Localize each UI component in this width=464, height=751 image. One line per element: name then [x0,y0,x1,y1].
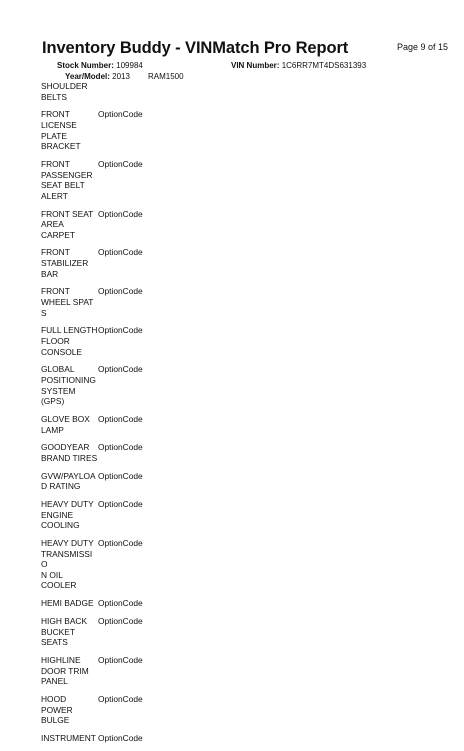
option-code: OptionCode [98,538,143,549]
feature-name-line: BAR [41,268,59,279]
option-code: OptionCode [98,693,143,704]
feature-name-line: BELTS [41,91,67,102]
feature-name-line: FRONT [41,286,70,297]
feature-name-line: FLOOR [41,336,70,346]
list-item [41,538,201,591]
list-item [41,694,201,726]
list-item [41,109,201,151]
stock-number-label: Stock Number: [57,61,114,70]
feature-name-line: ALERT [41,190,68,201]
feature-name-line: GLOBAL [41,364,75,375]
feature-name-line: INSTRUMENT [41,732,96,743]
feature-name-line: SHOULDER [41,81,88,91]
vin-number-value: 1C6RR7MT4DS631393 [281,61,367,70]
feature-name-line: N OIL [41,569,63,580]
list-item [41,499,201,531]
feature-name [41,325,98,357]
feature-name-line: GOODYEAR [41,442,90,453]
year-value: 2013 [112,72,130,81]
option-code: OptionCode [98,654,143,665]
option-code: OptionCode [98,615,143,626]
report-title: Inventory Buddy - VINMatch Pro Report [42,39,349,57]
feature-name-line: WHEEL SPATS [41,297,94,318]
list-item [41,471,201,492]
feature-name-line: PANEL [41,676,68,687]
feature-name-line: FRONT SEAT [41,208,94,219]
list-item [41,414,201,435]
list-item [41,364,201,406]
option-code: OptionCode [98,499,143,510]
feature-name [41,209,98,241]
feature-name-line: FRONT [41,109,70,120]
feature-list [41,81,201,751]
feature-name-line: COOLER [41,580,77,591]
feature-name [41,538,98,591]
feature-name-line: HIGHLINE [41,654,81,665]
feature-name-line: BRACKET [41,141,81,152]
feature-name-line: D RATING [41,481,81,492]
feature-name-line: DOOR TRIM [41,665,89,676]
list-item [41,325,201,357]
option-code: OptionCode [98,325,143,336]
feature-name-line: ENGINE [41,509,74,520]
year-model [65,72,130,81]
list-item [41,81,201,102]
feature-name [41,442,98,463]
list-item [41,733,201,744]
feature-name-line: STABILIZER [41,258,89,269]
feature-name [41,81,98,102]
feature-name-line: SEAT BELT [41,180,85,191]
feature-name-line: HEMI BADGE [41,598,94,609]
feature-name-line: FULL LENGTH [41,325,98,336]
page-number: Page 9 of 15 [396,42,448,52]
feature-name [41,286,98,318]
feature-name-line: HEAVY DUTY [41,499,94,510]
feature-name-line: (GPS) [41,396,65,407]
year-model-label: Year/Model: [65,72,110,81]
stock-number-value: 109984 [116,61,143,70]
model-value: RAM1500 [148,72,184,81]
option-code: OptionCode [98,732,143,743]
option-code: OptionCode [98,286,143,297]
feature-name-line: POWER [41,704,73,715]
feature-name [41,364,98,406]
list-item [41,286,201,318]
feature-name [41,247,98,279]
list-item [41,159,201,201]
feature-name [41,159,98,201]
list-item [41,616,201,648]
feature-name-line: FRONT [41,247,70,258]
feature-name-line: PLATE [41,130,67,141]
option-code: OptionCode [98,247,143,258]
feature-name [41,694,98,726]
feature-name [41,109,98,151]
stock-number [57,61,143,70]
vin-number-label: VIN Number: [231,61,280,70]
option-code: OptionCode [98,413,143,424]
list-item [41,247,201,279]
feature-name [41,733,98,744]
feature-name-line: SEATS [41,637,68,648]
feature-name-line: GLOVE BOX [41,413,90,424]
feature-name-line: BULGE [41,715,70,726]
feature-name-line: HIGH BACK [41,615,88,626]
feature-name [41,655,98,687]
feature-name-line: LICENSE [41,119,77,130]
feature-name-line: POSITIONING [41,374,96,385]
option-code: OptionCode [98,364,143,375]
feature-name-line: LAMP [41,424,64,435]
option-code: OptionCode [98,158,143,169]
feature-name-line: TRANSMISSIO [41,548,93,570]
feature-name-line: AREA [41,219,64,230]
feature-name-line: PASSENGER [41,169,93,180]
feature-name-line: HOOD [41,693,67,704]
vin-number [231,61,366,70]
option-code: OptionCode [98,109,143,120]
feature-name-line: GVW/PAYLOA [41,470,96,481]
feature-name-line: FRONT [41,158,70,169]
feature-name [41,471,98,492]
feature-name-line: HEAVY DUTY [41,538,94,549]
feature-name [41,616,98,648]
feature-name-line: SYSTEM [41,385,76,396]
list-item [41,655,201,687]
feature-name [41,499,98,531]
option-code: OptionCode [98,598,143,609]
feature-name-line: CONSOLE [41,346,82,357]
option-code: OptionCode [98,470,143,481]
feature-name-line: BUCKET [41,626,75,637]
feature-name-line: BRAND TIRES [41,452,98,463]
list-item [41,442,201,463]
feature-name [41,414,98,435]
option-code: OptionCode [98,208,143,219]
feature-name-line: CARPET [41,229,75,240]
feature-name-line: COOLING [41,520,80,531]
list-item [41,209,201,241]
option-code: OptionCode [98,442,143,453]
